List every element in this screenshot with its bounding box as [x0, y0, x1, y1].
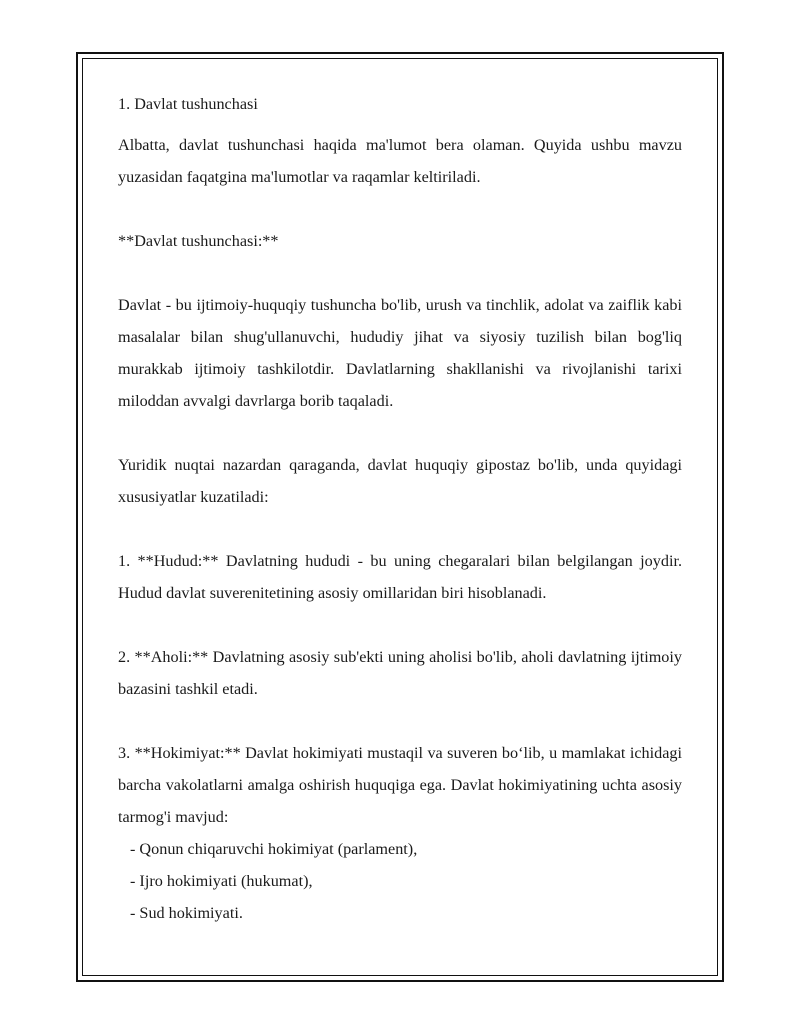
list-item-power: 3. **Hokimiyat:** Davlat hokimiyati mustaqil va suveren bo‘lib, u mamlakat ichidagi barcha vakolatlarni amalga oshirish huquqiga ega. Davlat hokimiyatining uchta asosiy tarmog'i mavjud: — [118, 744, 682, 826]
list-item-population: 2. **Aholi:** Davlatning asosiy sub'ekti uning aholisi bo'lib, aholi davlatning ijtimoiy bazasini tashkil etadi. — [118, 648, 682, 698]
legal-view-paragraph: Yuridik nuqtai nazardan qaraganda, davlat huquqiy gipostaz bo'lib, unda quyidagi xususiyatlar kuzatiladi: — [118, 456, 682, 506]
branch-judicial: - Sud hokimiyati. — [130, 904, 243, 922]
definition-paragraph: Davlat - bu ijtimoiy-huquqiy tushuncha bo'lib, urush va tinchlik, adolat va zaiflik kabi masalalar bilan shug'ullanuvchi, hududiy jihat va siyosiy tuzilish bilan bog'liq murakkab ijtimoiy tashkilotdir. Davlatlarning shakllanishi va rivojlanishi tarixi miloddan avvalgi davrlarga borib taqaladi. — [118, 296, 682, 410]
list-item-territory: 1. **Hudud:** Davlatning hududi - bu uning chegaralari bilan belgilangan joydir. Hudud davlat suverenitetining asosiy omillaridan biri hisoblanadi. — [118, 552, 682, 602]
section-title: **Davlat tushunchasi:** — [118, 232, 279, 250]
branch-legislative: - Qonun chiqaruvchi hokimiyat (parlament), — [130, 840, 418, 858]
document-heading: 1. Davlat tushunchasi — [118, 95, 258, 113]
branch-executive: - Ijro hokimiyati (hukumat), — [130, 872, 313, 890]
document-body — [118, 88, 682, 929]
intro-paragraph: Albatta, davlat tushunchasi haqida ma'lumot bera olaman. Quyida ushbu mavzu yuzasidan faqatgina ma'lumotlar va raqamlar keltiriladi. — [118, 136, 682, 186]
